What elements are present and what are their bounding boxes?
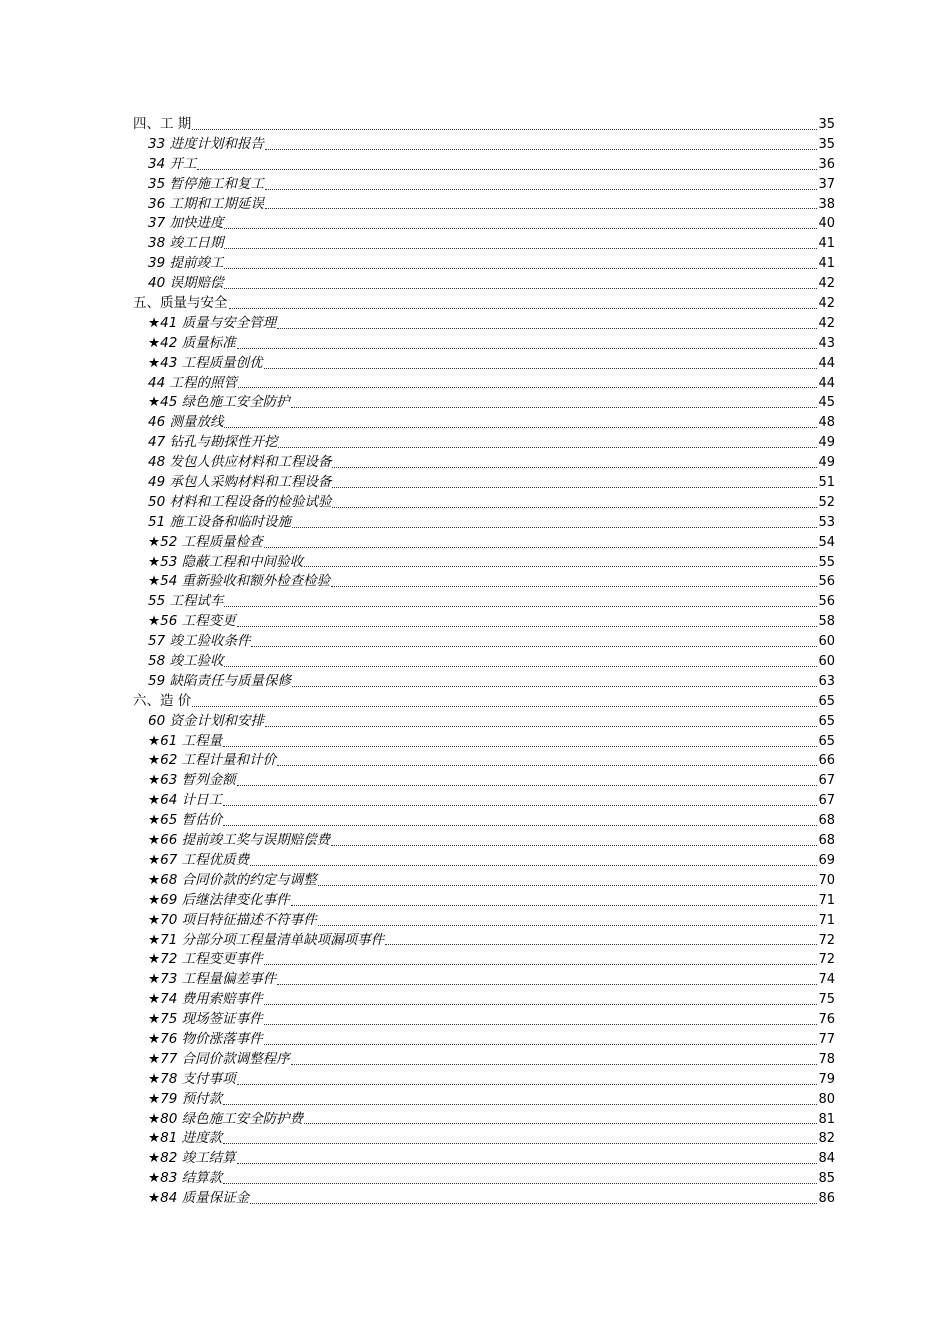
- toc-page-number: 81: [818, 1111, 835, 1127]
- dot-leader: [264, 1024, 818, 1025]
- toc-page-number: 53: [818, 514, 835, 530]
- toc-entry[interactable]: [133, 592, 835, 612]
- toc-entry-title: ★53 隐蔽工程和中间验收: [148, 553, 304, 570]
- toc-entry-title: ★52 工程质量检查: [148, 533, 263, 550]
- dot-leader: [224, 606, 817, 607]
- toc-entry-title: ★56 工程变更: [148, 613, 236, 630]
- toc-entry-title: 60 资金计划和安排: [148, 712, 264, 729]
- toc-entry[interactable]: [133, 453, 835, 473]
- toc-page-number: 78: [818, 1051, 835, 1067]
- toc-entry-title: 四、工 期: [133, 115, 192, 132]
- toc-entry[interactable]: [133, 851, 835, 871]
- toc-entry-title: ★61 工程量: [148, 732, 223, 749]
- dot-leader: [277, 984, 817, 985]
- dot-leader: [265, 149, 817, 150]
- dot-leader: [264, 547, 818, 548]
- toc-page-number: 72: [818, 952, 835, 968]
- dot-leader: [223, 1183, 817, 1184]
- toc-page-number: 52: [818, 494, 835, 510]
- toc-entry[interactable]: [133, 1010, 835, 1030]
- toc-entry-title: ★75 现场签证事件: [148, 1011, 263, 1028]
- toc-entry[interactable]: [133, 1149, 835, 1169]
- toc-entry-title: 36 工期和工期延误: [148, 195, 264, 212]
- toc-entry[interactable]: [133, 811, 835, 831]
- toc-entry-title: 44 工程的照管: [148, 374, 237, 391]
- toc-entry[interactable]: [133, 732, 835, 752]
- dot-leader: [278, 447, 817, 448]
- toc-page-number: 68: [818, 813, 835, 829]
- toc-entry-title: ★83 结算款: [148, 1170, 223, 1187]
- dot-leader: [277, 765, 817, 766]
- toc-page-number: 54: [818, 534, 835, 550]
- toc-entry[interactable]: [133, 254, 835, 274]
- dot-leader: [192, 706, 817, 707]
- toc-entry-title: ★80 绿色施工安全防护费: [148, 1110, 304, 1127]
- toc-page-number: 84: [818, 1151, 835, 1167]
- dot-leader: [223, 1143, 817, 1144]
- toc-entry[interactable]: [133, 950, 835, 970]
- dot-leader: [224, 427, 817, 428]
- toc-page-number: 40: [818, 216, 835, 232]
- toc-page-number: 70: [818, 872, 835, 888]
- toc-page-number: 55: [818, 554, 835, 570]
- toc-entry-title: ★69 后继法律变化事件: [148, 891, 290, 908]
- toc-entry-title: ★62 工程计量和计价: [148, 752, 277, 769]
- toc-entry[interactable]: [133, 1090, 835, 1110]
- toc-entry-title: ★67 工程优质费: [148, 851, 250, 868]
- toc-page-number: 43: [818, 335, 835, 351]
- dot-leader: [237, 626, 818, 627]
- dot-leader: [318, 925, 818, 926]
- toc-entry[interactable]: [133, 632, 835, 652]
- toc-page-number: 69: [818, 852, 835, 868]
- toc-entry-title: 33 进度计划和报告: [148, 135, 264, 152]
- toc-page-number: 36: [818, 156, 835, 172]
- toc-entry[interactable]: [133, 1110, 835, 1130]
- dot-leader: [224, 666, 817, 667]
- toc-entry-title: 34 开工: [148, 155, 197, 172]
- dot-leader: [291, 1064, 818, 1065]
- dot-leader: [264, 368, 818, 369]
- toc-entry[interactable]: [133, 931, 835, 951]
- toc-entry-title: ★42 质量标准: [148, 334, 236, 351]
- toc-entry[interactable]: [133, 433, 835, 453]
- toc-entry[interactable]: [133, 1129, 835, 1149]
- dot-leader: [237, 348, 818, 349]
- toc-section-entry[interactable]: [133, 692, 835, 712]
- dot-leader: [385, 944, 817, 945]
- dot-leader: [264, 964, 818, 965]
- toc-entry[interactable]: [133, 374, 835, 394]
- toc-entry[interactable]: [133, 970, 835, 990]
- toc-entry-title: 38 竣工日期: [148, 235, 224, 252]
- dot-leader: [332, 467, 817, 468]
- toc-page-number: 60: [818, 634, 835, 650]
- toc-page-number: 77: [818, 1031, 835, 1047]
- toc-entry[interactable]: [133, 274, 835, 294]
- dot-leader: [237, 1163, 818, 1164]
- toc-entry-title: 37 加快进度: [148, 215, 224, 232]
- toc-page-number: 65: [818, 693, 835, 709]
- dot-leader: [318, 885, 818, 886]
- toc-entry-title: ★65 暂估价: [148, 812, 223, 829]
- toc-entry-title: 59 缺陷责任与质量保修: [148, 672, 291, 689]
- dot-leader: [223, 1104, 817, 1105]
- dot-leader: [331, 845, 817, 846]
- toc-entry[interactable]: [133, 553, 835, 573]
- toc-entry-title: ★76 物价涨落事件: [148, 1030, 263, 1047]
- toc-page-number: 41: [818, 236, 835, 252]
- toc-page-number: 38: [818, 196, 835, 212]
- dot-leader: [197, 169, 817, 170]
- toc-entry[interactable]: [133, 513, 835, 533]
- toc-entry[interactable]: [133, 1050, 835, 1070]
- toc-entry[interactable]: [133, 214, 835, 234]
- dot-leader: [265, 189, 817, 190]
- toc-entry[interactable]: [133, 354, 835, 374]
- toc-page-number: 48: [818, 415, 835, 431]
- dot-leader: [304, 1123, 817, 1124]
- toc-page-number: 60: [818, 654, 835, 670]
- toc-entry-title: ★81 进度款: [148, 1130, 223, 1147]
- dot-leader: [223, 825, 817, 826]
- toc-entry-title: ★63 暂列金额: [148, 772, 236, 789]
- dot-leader: [250, 1203, 817, 1204]
- toc-entry-title: 39 提前竣工: [148, 255, 224, 272]
- toc-entry[interactable]: [133, 791, 835, 811]
- toc-entry-title: 58 竣工验收: [148, 653, 224, 670]
- toc-page-number: 56: [818, 594, 835, 610]
- toc-entry-title: ★43 工程质量创优: [148, 354, 263, 371]
- dot-leader: [250, 865, 817, 866]
- toc-entry[interactable]: [133, 712, 835, 732]
- toc-entry[interactable]: [133, 175, 835, 195]
- dot-leader: [304, 566, 817, 567]
- toc-entry[interactable]: [133, 314, 835, 334]
- toc-entry-title: 55 工程试车: [148, 593, 224, 610]
- toc-page-number: 74: [818, 972, 835, 988]
- dot-leader: [264, 1004, 818, 1005]
- dot-leader: [238, 387, 817, 388]
- toc-entry-title: 49 承包人采购材料和工程设备: [148, 474, 332, 491]
- dot-leader: [237, 785, 818, 786]
- toc-section-entry[interactable]: [133, 294, 835, 314]
- toc-page-number: 76: [818, 1012, 835, 1028]
- dot-leader: [332, 487, 817, 488]
- dot-leader: [224, 228, 817, 229]
- dot-leader: [223, 746, 817, 747]
- dot-leader: [292, 527, 817, 528]
- toc-entry[interactable]: [133, 413, 835, 433]
- toc-entry-title: ★78 支付事项: [148, 1070, 236, 1087]
- dot-leader: [291, 905, 818, 906]
- toc-section-entry[interactable]: [133, 115, 835, 135]
- dot-leader: [277, 328, 817, 329]
- toc-page-number: 82: [818, 1131, 835, 1147]
- toc-entry[interactable]: [133, 652, 835, 672]
- toc-page-number: 71: [818, 912, 835, 928]
- toc-page-number: 63: [818, 673, 835, 689]
- toc-page-number: 79: [818, 1071, 835, 1087]
- dot-leader: [331, 586, 817, 587]
- toc-entry[interactable]: [133, 533, 835, 553]
- dot-leader: [291, 407, 818, 408]
- toc-entry[interactable]: [133, 155, 835, 175]
- toc-entry[interactable]: [133, 831, 835, 851]
- toc-entry-title: ★73 工程量偏差事件: [148, 971, 277, 988]
- toc-entry[interactable]: [133, 572, 835, 592]
- toc-entry-title: ★84 质量保证金: [148, 1190, 250, 1207]
- toc-entry-title: 40 误期赔偿: [148, 275, 224, 292]
- toc-entry-title: 51 施工设备和临时设施: [148, 513, 291, 530]
- toc-page-number: 35: [818, 136, 835, 152]
- toc-entry[interactable]: [133, 672, 835, 692]
- toc-entry[interactable]: [133, 334, 835, 354]
- toc-entry[interactable]: [133, 135, 835, 155]
- toc-entry-title: 35 暂停施工和复工: [148, 175, 264, 192]
- toc-entry-title: 50 材料和工程设备的检验试验: [148, 493, 332, 510]
- toc-page-number: 72: [818, 932, 835, 948]
- toc-page-number: 56: [818, 574, 835, 590]
- toc-entry-title: ★66 提前竣工奖与误期赔偿费: [148, 832, 331, 849]
- toc-entry[interactable]: [133, 891, 835, 911]
- toc-entry[interactable]: [133, 1169, 835, 1189]
- toc-page-number: 65: [818, 713, 835, 729]
- toc-page-number: 85: [818, 1171, 835, 1187]
- toc-entry-title: ★54 重新验收和额外检查检验: [148, 573, 331, 590]
- toc-entry-title: ★68 合同价款的约定与调整: [148, 871, 317, 888]
- dot-leader: [237, 1084, 818, 1085]
- toc-entry[interactable]: [133, 752, 835, 772]
- dot-leader: [224, 248, 817, 249]
- toc-entry-title: 48 发包人供应材料和工程设备: [148, 454, 332, 471]
- table-of-contents: [133, 115, 835, 1209]
- toc-page-number: 44: [818, 375, 835, 391]
- toc-entry-title: ★70 项目特征描述不符事件: [148, 911, 317, 928]
- toc-entry[interactable]: [133, 871, 835, 891]
- toc-page-number: 49: [818, 435, 835, 451]
- toc-entry[interactable]: [133, 393, 835, 413]
- toc-page-number: 71: [818, 892, 835, 908]
- toc-entry[interactable]: [133, 1070, 835, 1090]
- toc-page-number: 42: [818, 296, 835, 311]
- toc-entry[interactable]: [133, 195, 835, 215]
- dot-leader: [264, 1044, 818, 1045]
- dot-leader: [265, 208, 817, 209]
- toc-page-number: 41: [818, 256, 835, 272]
- dot-leader: [224, 268, 817, 269]
- toc-page-number: 44: [818, 355, 835, 371]
- toc-entry-title: 六、造 价: [133, 692, 192, 709]
- toc-page-number: 75: [818, 992, 835, 1008]
- toc-entry-title: ★71 分部分项工程量清单缺项漏项事件: [148, 931, 385, 948]
- toc-entry-title: ★45 绿色施工安全防护: [148, 394, 290, 411]
- toc-entry[interactable]: [133, 911, 835, 931]
- dot-leader: [223, 805, 817, 806]
- toc-entry[interactable]: [133, 493, 835, 513]
- toc-page-number: 45: [818, 395, 835, 411]
- dot-leader: [224, 288, 817, 289]
- dot-leader: [292, 686, 817, 687]
- toc-page-number: 65: [818, 733, 835, 749]
- toc-entry-title: ★77 合同价款调整程序: [148, 1050, 290, 1067]
- toc-entry[interactable]: [133, 234, 835, 254]
- toc-page-number: 42: [818, 315, 835, 331]
- dot-leader: [265, 726, 817, 727]
- toc-page-number: 86: [818, 1191, 835, 1207]
- toc-entry-title: 46 测量放线: [148, 414, 224, 431]
- toc-entry-title: ★64 计日工: [148, 792, 223, 809]
- dot-leader: [192, 129, 817, 130]
- toc-entry[interactable]: [133, 1189, 835, 1209]
- dot-leader: [332, 507, 817, 508]
- dot-leader: [251, 646, 817, 647]
- toc-entry[interactable]: [133, 771, 835, 791]
- toc-entry[interactable]: [133, 612, 835, 632]
- toc-entry-title: ★41 质量与安全管理: [148, 314, 277, 331]
- toc-page-number: 80: [818, 1091, 835, 1107]
- toc-page-number: 58: [818, 614, 835, 630]
- toc-page-number: 35: [818, 116, 835, 132]
- dot-leader: [229, 308, 818, 309]
- toc-page-number: 68: [818, 833, 835, 849]
- toc-entry-title: 47 钻孔与勘探性开挖: [148, 434, 278, 451]
- toc-page-number: 42: [818, 276, 835, 292]
- toc-entry[interactable]: [133, 1030, 835, 1050]
- toc-entry-title: ★74 费用索赔事件: [148, 991, 263, 1008]
- toc-entry[interactable]: [133, 473, 835, 493]
- toc-entry-title: 57 竣工验收条件: [148, 633, 251, 650]
- toc-page-number: 66: [818, 753, 835, 769]
- toc-entry-title: ★79 预付款: [148, 1090, 223, 1107]
- toc-page-number: 67: [818, 793, 835, 809]
- toc-page-number: 37: [818, 176, 835, 192]
- toc-page-number: 49: [818, 455, 835, 471]
- toc-entry-title: ★72 工程变更事件: [148, 951, 263, 968]
- toc-entry-title: 五、质量与安全: [133, 295, 228, 311]
- toc-entry[interactable]: [133, 990, 835, 1010]
- toc-entry-title: ★82 竣工结算: [148, 1150, 236, 1167]
- toc-page-number: 51: [818, 475, 835, 491]
- toc-page-number: 67: [818, 773, 835, 789]
